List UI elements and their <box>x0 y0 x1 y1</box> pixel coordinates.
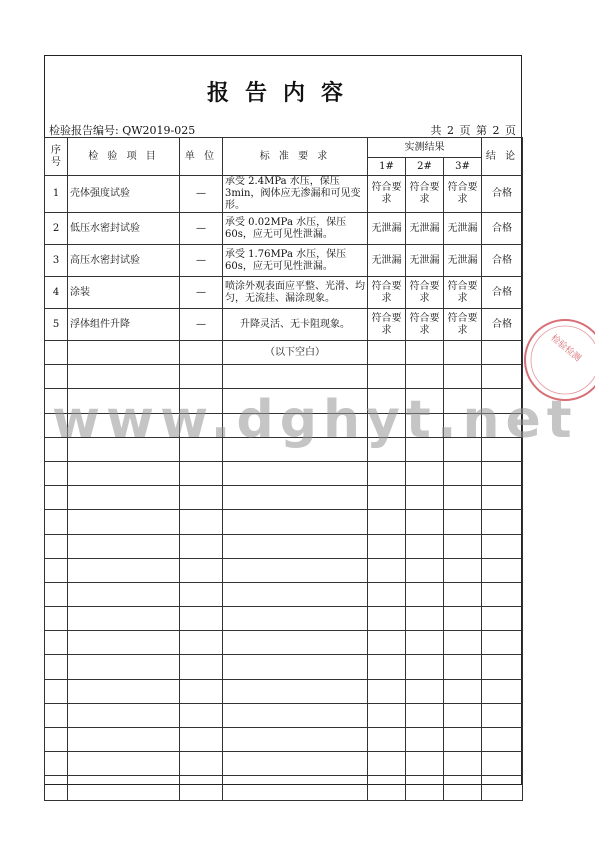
empty-cell <box>368 365 406 389</box>
empty-cell <box>45 365 68 389</box>
row-conclusion: 合格 <box>482 213 523 245</box>
row-unit: — <box>180 213 223 245</box>
empty-cell <box>444 776 482 800</box>
col-item: 检 验 项 目 <box>68 138 180 176</box>
empty-cell <box>482 752 523 776</box>
empty-cell <box>482 776 523 800</box>
col-sample-3: 3# <box>444 158 482 176</box>
empty-cell <box>180 510 223 534</box>
col-results: 实测结果 <box>368 138 482 158</box>
row-item: 涂装 <box>68 277 180 309</box>
row-item: 低压水密封试验 <box>68 213 180 245</box>
empty-cell <box>368 461 406 485</box>
empty-row <box>45 607 523 631</box>
col-sample-1: 1# <box>368 158 406 176</box>
empty-cell <box>68 679 180 703</box>
empty-cell <box>482 679 523 703</box>
row-result-1: 无泄漏 <box>368 245 406 277</box>
row-no: 2 <box>45 213 68 245</box>
empty-cell <box>223 365 368 389</box>
empty-cell <box>368 558 406 582</box>
empty-cell <box>444 728 482 752</box>
empty-cell <box>444 534 482 558</box>
row-result-3: 符合要求 <box>444 309 482 341</box>
empty-cell <box>444 558 482 582</box>
empty-cell <box>368 582 406 606</box>
empty-cell <box>180 631 223 655</box>
empty-cell <box>223 558 368 582</box>
empty-cell <box>368 728 406 752</box>
empty-cell <box>68 728 180 752</box>
table-row <box>45 176 523 213</box>
empty-cell <box>45 631 68 655</box>
row-result-3: 符合要求 <box>444 176 482 213</box>
empty-cell <box>180 703 223 727</box>
empty-cell <box>406 461 444 485</box>
empty-row <box>45 461 523 485</box>
empty-cell <box>406 776 444 800</box>
empty-row <box>45 582 523 606</box>
empty-cell <box>223 776 368 800</box>
empty-cell <box>45 461 68 485</box>
empty-cell <box>68 510 180 534</box>
empty-row <box>45 655 523 679</box>
empty-cell <box>368 679 406 703</box>
empty-cell <box>68 534 180 558</box>
row-item: 浮体组件升降 <box>68 309 180 341</box>
empty-row <box>45 365 523 389</box>
empty-cell <box>444 655 482 679</box>
empty-cell <box>180 558 223 582</box>
empty-cell <box>45 558 68 582</box>
empty-row <box>45 752 523 776</box>
row-result-3: 无泄漏 <box>444 213 482 245</box>
empty-cell <box>406 703 444 727</box>
empty-row <box>45 510 523 534</box>
blank-note: （以下空白） <box>223 341 368 365</box>
empty-cell <box>482 607 523 631</box>
empty-cell <box>180 607 223 631</box>
row-conclusion: 合格 <box>482 309 523 341</box>
row-standard: 喷涂外观表面应平整、光滑、均匀，无流挂、漏涂现象。 <box>223 277 368 309</box>
empty-cell <box>180 679 223 703</box>
row-unit: — <box>180 309 223 341</box>
empty-cell <box>223 510 368 534</box>
empty-cell <box>444 631 482 655</box>
empty-cell <box>444 510 482 534</box>
empty-row <box>45 534 523 558</box>
empty-cell <box>406 655 444 679</box>
empty-cell <box>180 728 223 752</box>
empty-cell <box>406 631 444 655</box>
empty-cell <box>482 655 523 679</box>
empty-cell <box>482 558 523 582</box>
report-number: 检验报告编号: QW2019-025 <box>49 124 196 137</box>
empty-cell <box>482 365 523 389</box>
row-conclusion: 合格 <box>482 245 523 277</box>
empty-cell <box>444 486 482 510</box>
empty-cell <box>444 607 482 631</box>
empty-cell <box>45 486 68 510</box>
empty-cell <box>223 607 368 631</box>
row-result-2: 符合要求 <box>406 277 444 309</box>
empty-cell <box>406 558 444 582</box>
empty-cell <box>444 679 482 703</box>
empty-cell <box>45 607 68 631</box>
table-row <box>45 277 523 309</box>
empty-cell <box>180 365 223 389</box>
empty-cell <box>223 752 368 776</box>
empty-cell <box>180 486 223 510</box>
col-sample-2: 2# <box>406 158 444 176</box>
empty-cell <box>68 558 180 582</box>
row-no: 4 <box>45 277 68 309</box>
empty-cell <box>68 631 180 655</box>
empty-cell <box>368 534 406 558</box>
empty-cell <box>45 655 68 679</box>
row-item: 高压水密封试验 <box>68 245 180 277</box>
empty-cell <box>180 582 223 606</box>
empty-cell <box>406 510 444 534</box>
row-unit: — <box>180 277 223 309</box>
empty-cell <box>482 486 523 510</box>
empty-cell <box>180 534 223 558</box>
row-standard: 承受 2.4MPa 水压，保压 3min，阀体应无渗漏和可见变形。 <box>223 176 368 213</box>
empty-cell <box>180 461 223 485</box>
empty-cell <box>45 510 68 534</box>
row-conclusion: 合格 <box>482 176 523 213</box>
empty-cell <box>406 534 444 558</box>
row-no: 5 <box>45 309 68 341</box>
header-row <box>45 138 523 158</box>
empty-cell <box>444 752 482 776</box>
empty-cell <box>482 510 523 534</box>
empty-cell <box>45 728 68 752</box>
empty-cell <box>180 655 223 679</box>
empty-row <box>45 558 523 582</box>
empty-cell <box>406 728 444 752</box>
empty-cell <box>482 631 523 655</box>
col-unit: 单 位 <box>180 138 223 176</box>
empty-cell <box>68 655 180 679</box>
row-standard: 承受 0.02MPa 水压，保压 60s，应无可见性泄漏。 <box>223 213 368 245</box>
row-result-2: 无泄漏 <box>406 213 444 245</box>
page-info: 共 2 页 第 2 页 <box>430 124 517 137</box>
row-no: 1 <box>45 176 68 213</box>
empty-cell <box>482 534 523 558</box>
empty-cell <box>406 752 444 776</box>
col-standard: 标 准 要 求 <box>223 138 368 176</box>
empty-cell <box>406 679 444 703</box>
row-result-1: 符合要求 <box>368 277 406 309</box>
col-no: 序号 <box>45 138 68 176</box>
empty-cell <box>406 365 444 389</box>
empty-row <box>45 703 523 727</box>
table-row <box>45 309 523 341</box>
empty-cell <box>444 703 482 727</box>
empty-cell <box>444 365 482 389</box>
empty-cell <box>368 655 406 679</box>
row-result-2: 符合要求 <box>406 176 444 213</box>
col-conclusion: 结 论 <box>482 138 523 176</box>
empty-row <box>45 631 523 655</box>
empty-cell <box>68 365 180 389</box>
empty-cell <box>406 486 444 510</box>
row-standard: 升降灵活、无卡阻现象。 <box>223 309 368 341</box>
empty-row <box>45 728 523 752</box>
table-row <box>45 213 523 245</box>
empty-cell <box>368 703 406 727</box>
empty-cell <box>368 752 406 776</box>
empty-cell <box>444 461 482 485</box>
table-row-blank-note <box>45 341 523 365</box>
empty-cell <box>223 679 368 703</box>
empty-cell <box>180 776 223 800</box>
row-conclusion: 合格 <box>482 277 523 309</box>
empty-cell <box>406 607 444 631</box>
empty-row <box>45 679 523 703</box>
empty-cell <box>223 655 368 679</box>
row-no: 3 <box>45 245 68 277</box>
empty-cell <box>68 752 180 776</box>
row-unit: — <box>180 245 223 277</box>
empty-cell <box>368 776 406 800</box>
empty-cell <box>68 607 180 631</box>
empty-cell <box>68 486 180 510</box>
row-standard: 承受 1.76MPa 水压，保压 60s，应无可见性泄漏。 <box>223 245 368 277</box>
empty-row <box>45 486 523 510</box>
empty-cell <box>223 631 368 655</box>
row-result-1: 符合要求 <box>368 309 406 341</box>
watermark: www.dghyt.net <box>52 390 578 450</box>
page-title: 报告内容 <box>206 80 359 106</box>
empty-cell <box>223 461 368 485</box>
empty-cell <box>368 607 406 631</box>
empty-cell <box>223 728 368 752</box>
empty-cell <box>482 728 523 752</box>
row-result-1: 无泄漏 <box>368 213 406 245</box>
row-result-3: 符合要求 <box>444 277 482 309</box>
empty-cell <box>68 582 180 606</box>
row-unit: — <box>180 176 223 213</box>
empty-cell <box>68 461 180 485</box>
empty-cell <box>180 752 223 776</box>
empty-cell <box>482 582 523 606</box>
empty-cell <box>68 776 180 800</box>
row-result-2: 符合要求 <box>406 309 444 341</box>
empty-cell <box>45 703 68 727</box>
empty-cell <box>45 752 68 776</box>
empty-cell <box>406 582 444 606</box>
empty-cell <box>45 776 68 800</box>
empty-cell <box>45 679 68 703</box>
empty-cell <box>45 534 68 558</box>
empty-cell <box>223 486 368 510</box>
row-result-2: 无泄漏 <box>406 245 444 277</box>
empty-cell <box>444 582 482 606</box>
results-table <box>44 137 523 801</box>
empty-cell <box>482 703 523 727</box>
row-result-3: 无泄漏 <box>444 245 482 277</box>
empty-row <box>45 776 523 800</box>
empty-cell <box>223 703 368 727</box>
svg-text:检验检测: 检验检测 <box>548 333 583 365</box>
empty-cell <box>482 461 523 485</box>
empty-cell <box>368 510 406 534</box>
empty-cell <box>223 534 368 558</box>
empty-cell <box>368 486 406 510</box>
row-item: 壳体强度试验 <box>68 176 180 213</box>
table-row <box>45 245 523 277</box>
empty-cell <box>45 582 68 606</box>
row-result-1: 符合要求 <box>368 176 406 213</box>
empty-cell <box>68 703 180 727</box>
empty-cell <box>223 582 368 606</box>
empty-cell <box>368 631 406 655</box>
